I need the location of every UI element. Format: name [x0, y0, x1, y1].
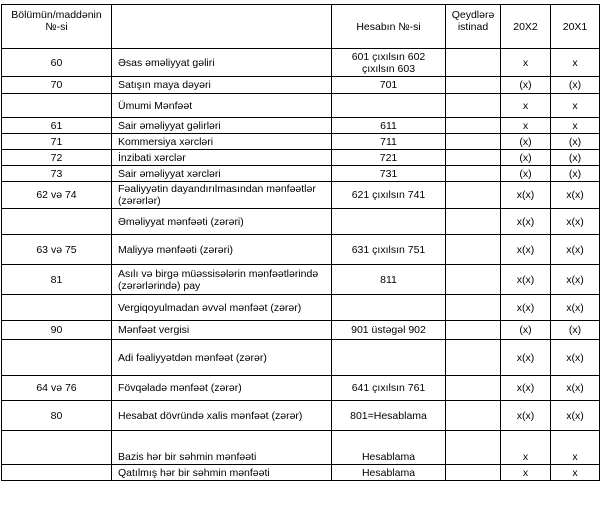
row-section: 80: [2, 401, 112, 431]
row-value-20x1: x(x): [551, 235, 600, 265]
row-line-item: Vergiqoyulmadan əvvəl mənfəət (zərər): [112, 295, 332, 321]
row-account: 901 üstəgəl 902: [332, 321, 446, 340]
row-value-20x2: (x): [501, 321, 551, 340]
row-value-20x2: x: [501, 118, 551, 134]
row-account: [332, 295, 446, 321]
row-notes: [446, 49, 501, 77]
row-value-20x2: x(x): [501, 265, 551, 295]
row-section: [2, 209, 112, 235]
row-notes: [446, 431, 501, 465]
row-value-20x2: (x): [501, 77, 551, 94]
row-notes: [446, 295, 501, 321]
row-value-20x1: (x): [551, 134, 600, 150]
row-line-item: Əməliyyat mənfəəti (zərəri): [112, 209, 332, 235]
header-account: Hesabın №-si: [332, 5, 446, 49]
income-statement-table: [1, 4, 600, 481]
row-notes: [446, 340, 501, 376]
row-value-20x2: x: [501, 431, 551, 465]
row-account: 621 çıxılsın 741: [332, 182, 446, 209]
row-value-20x1: x(x): [551, 340, 600, 376]
row-notes: [446, 77, 501, 94]
table-row: [2, 295, 600, 321]
table-row: [2, 209, 600, 235]
row-line-item: Fövqəladə mənfəət (zərər): [112, 376, 332, 401]
row-section: 72: [2, 150, 112, 166]
table-row: [2, 166, 600, 182]
table-row: [2, 118, 600, 134]
row-account: 721: [332, 150, 446, 166]
row-value-20x1: (x): [551, 150, 600, 166]
row-value-20x1: x: [551, 49, 600, 77]
row-value-20x2: x(x): [501, 376, 551, 401]
row-account: [332, 340, 446, 376]
row-value-20x2: (x): [501, 150, 551, 166]
row-value-20x2: x(x): [501, 295, 551, 321]
table-row: [2, 235, 600, 265]
row-notes: [446, 134, 501, 150]
row-account: 631 çıxılsın 751: [332, 235, 446, 265]
row-notes: [446, 209, 501, 235]
row-section: 62 və 74: [2, 182, 112, 209]
row-line-item: Fəaliyyətin dayandırılmasından mənfəətlər (zərərlər): [112, 182, 332, 209]
header-notes: Qeydlərə istinad: [446, 5, 501, 49]
row-section: 90: [2, 321, 112, 340]
row-line-item: Sair əməliyyat gəlirləri: [112, 118, 332, 134]
row-account: 801=Hesablama: [332, 401, 446, 431]
row-account: 711: [332, 134, 446, 150]
row-value-20x2: (x): [501, 134, 551, 150]
row-section: 81: [2, 265, 112, 295]
row-line-item: Mənfəət vergisi: [112, 321, 332, 340]
row-notes: [446, 465, 501, 481]
row-section: [2, 340, 112, 376]
row-account: 601 çıxılsın 602 çıxılsın 603: [332, 49, 446, 77]
row-value-20x2: x: [501, 465, 551, 481]
row-line-item: Ümumi Mənfəət: [112, 94, 332, 118]
row-value-20x2: x: [501, 94, 551, 118]
row-line-item: Adi fəaliyyətdən mənfəət (zərər): [112, 340, 332, 376]
row-value-20x1: x(x): [551, 401, 600, 431]
row-line-item: Kommersiya xərcləri: [112, 134, 332, 150]
row-account: Hesablama: [332, 431, 446, 465]
row-section: [2, 431, 112, 465]
row-value-20x2: (x): [501, 166, 551, 182]
header-year-20x2: 20X2: [501, 5, 551, 49]
row-account: 811: [332, 265, 446, 295]
row-value-20x1: x(x): [551, 182, 600, 209]
row-notes: [446, 166, 501, 182]
row-notes: [446, 265, 501, 295]
row-section: [2, 465, 112, 481]
row-account: [332, 94, 446, 118]
row-notes: [446, 235, 501, 265]
row-line-item: İnzibati xərclər: [112, 150, 332, 166]
row-section: [2, 94, 112, 118]
row-account: 701: [332, 77, 446, 94]
table-row: [2, 321, 600, 340]
row-line-item: Qatılmış hər bir səhmin mənfəəti: [112, 465, 332, 481]
row-line-item: Bazis hər bir səhmin mənfəəti: [112, 431, 332, 465]
row-value-20x2: x(x): [501, 401, 551, 431]
row-account: 641 çıxılsın 761: [332, 376, 446, 401]
row-value-20x1: x: [551, 94, 600, 118]
row-section: [2, 295, 112, 321]
row-notes: [446, 150, 501, 166]
row-section: 70: [2, 77, 112, 94]
row-value-20x2: x(x): [501, 235, 551, 265]
row-account: 731: [332, 166, 446, 182]
table-row: [2, 431, 600, 465]
table-row: [2, 182, 600, 209]
row-value-20x1: (x): [551, 77, 600, 94]
table-row: [2, 265, 600, 295]
row-value-20x1: x(x): [551, 376, 600, 401]
table-row: [2, 49, 600, 77]
row-section: 71: [2, 134, 112, 150]
header-row: [2, 5, 600, 49]
row-value-20x1: x: [551, 465, 600, 481]
table-row: [2, 376, 600, 401]
row-notes: [446, 182, 501, 209]
row-value-20x2: x: [501, 49, 551, 77]
row-line-item: Maliyyə mənfəəti (zərəri): [112, 235, 332, 265]
row-value-20x1: (x): [551, 321, 600, 340]
row-line-item: Sair əməliyyat xərcləri: [112, 166, 332, 182]
table-row: [2, 401, 600, 431]
table-row: [2, 150, 600, 166]
row-line-item: Hesabat dövründə xalis mənfəət (zərər): [112, 401, 332, 431]
row-value-20x1: x(x): [551, 295, 600, 321]
row-notes: [446, 401, 501, 431]
row-value-20x1: x: [551, 431, 600, 465]
table-row: [2, 134, 600, 150]
row-section: 61: [2, 118, 112, 134]
table-row: [2, 77, 600, 94]
row-line-item: Satışın maya dəyəri: [112, 77, 332, 94]
row-value-20x1: (x): [551, 166, 600, 182]
row-section: 60: [2, 49, 112, 77]
row-section: 64 və 76: [2, 376, 112, 401]
row-value-20x1: x(x): [551, 265, 600, 295]
row-section: 73: [2, 166, 112, 182]
row-account: 611: [332, 118, 446, 134]
row-section: 63 və 75: [2, 235, 112, 265]
row-notes: [446, 94, 501, 118]
row-value-20x1: x(x): [551, 209, 600, 235]
header-line: [112, 5, 332, 49]
row-notes: [446, 321, 501, 340]
table-row: [2, 465, 600, 481]
row-notes: [446, 118, 501, 134]
row-value-20x2: x(x): [501, 340, 551, 376]
header-section: Bölümün/maddənin №-si: [2, 5, 112, 49]
table-row: [2, 94, 600, 118]
row-value-20x1: x: [551, 118, 600, 134]
row-account: Hesablama: [332, 465, 446, 481]
header-year-20x1: 20X1: [551, 5, 600, 49]
row-line-item: Asılı və birgə müəssisələrin mənfəətlərində (zərərlərində) pay: [112, 265, 332, 295]
table-row: [2, 340, 600, 376]
row-value-20x2: x(x): [501, 182, 551, 209]
row-notes: [446, 376, 501, 401]
row-account: [332, 209, 446, 235]
row-value-20x2: x(x): [501, 209, 551, 235]
row-line-item: Əsas əməliyyat gəliri: [112, 49, 332, 77]
